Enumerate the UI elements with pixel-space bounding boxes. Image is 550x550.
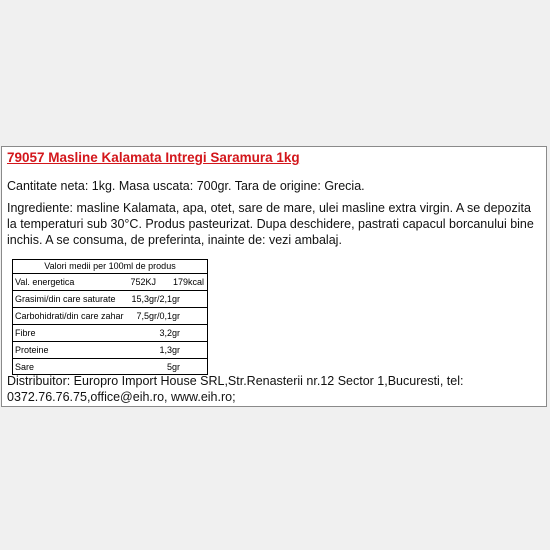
nutrition-row-name: Carbohidrati/din care zahar bbox=[15, 311, 124, 321]
nutrition-row-name: Sare bbox=[15, 361, 35, 372]
nutrition-row bbox=[13, 359, 207, 374]
nutrition-table bbox=[12, 259, 208, 375]
nutrition-table-header: Valori medii per 100ml de produs bbox=[13, 260, 207, 274]
nutrition-row bbox=[13, 291, 207, 308]
distributor-text: Distribuitor: Europro Import House SRL,Str.Renasterii nr.12 Sector 1,Bucuresti, tel: 0372.76.76.75,office@eih.ro, www.eih.ro; bbox=[7, 374, 464, 404]
nutrition-row-value: 3,2gr bbox=[159, 328, 180, 338]
nutrition-row bbox=[13, 342, 207, 359]
nutrition-row bbox=[13, 325, 207, 342]
nutrition-row-value: 7,5gr/0,1gr bbox=[136, 311, 180, 321]
product-title: 79057 Masline Kalamata Intregi Saramura 1kg bbox=[7, 150, 300, 165]
nutrition-row-value: 1,3gr bbox=[159, 345, 180, 355]
nutrition-row-name: Fibre bbox=[15, 328, 36, 338]
nutrition-row bbox=[13, 308, 207, 325]
ingredients-text: Ingrediente: masline Kalamata, apa, otet, sare de mare, ulei masline extra virgin. A se depozita la temperaturi sub 30°C. Produs pasteurizat. Dupa deschidere, pastrati capacul borcanului bine inchis. A se consuma, de preferinta, inainte de: vezi ambalaj. bbox=[7, 201, 534, 247]
nutrition-row-value: 5gr bbox=[166, 361, 180, 372]
nutrition-row-energy bbox=[13, 274, 207, 291]
energy-kcal-value: 179kcal bbox=[172, 277, 204, 287]
nutrition-row-value: 15,3gr/2,1gr bbox=[131, 294, 180, 304]
nutrition-row-name: Grasimi/din care saturate bbox=[15, 294, 116, 304]
net-info-text: Cantitate neta: 1kg. Masa uscata: 700gr. Tara de origine: Grecia. bbox=[7, 179, 365, 193]
nutrition-row-name: Val. energetica bbox=[15, 277, 75, 287]
energy-kj-value: 752KJ bbox=[130, 277, 156, 287]
product-label-card bbox=[1, 146, 547, 407]
nutrition-row-name: Proteine bbox=[15, 345, 49, 355]
